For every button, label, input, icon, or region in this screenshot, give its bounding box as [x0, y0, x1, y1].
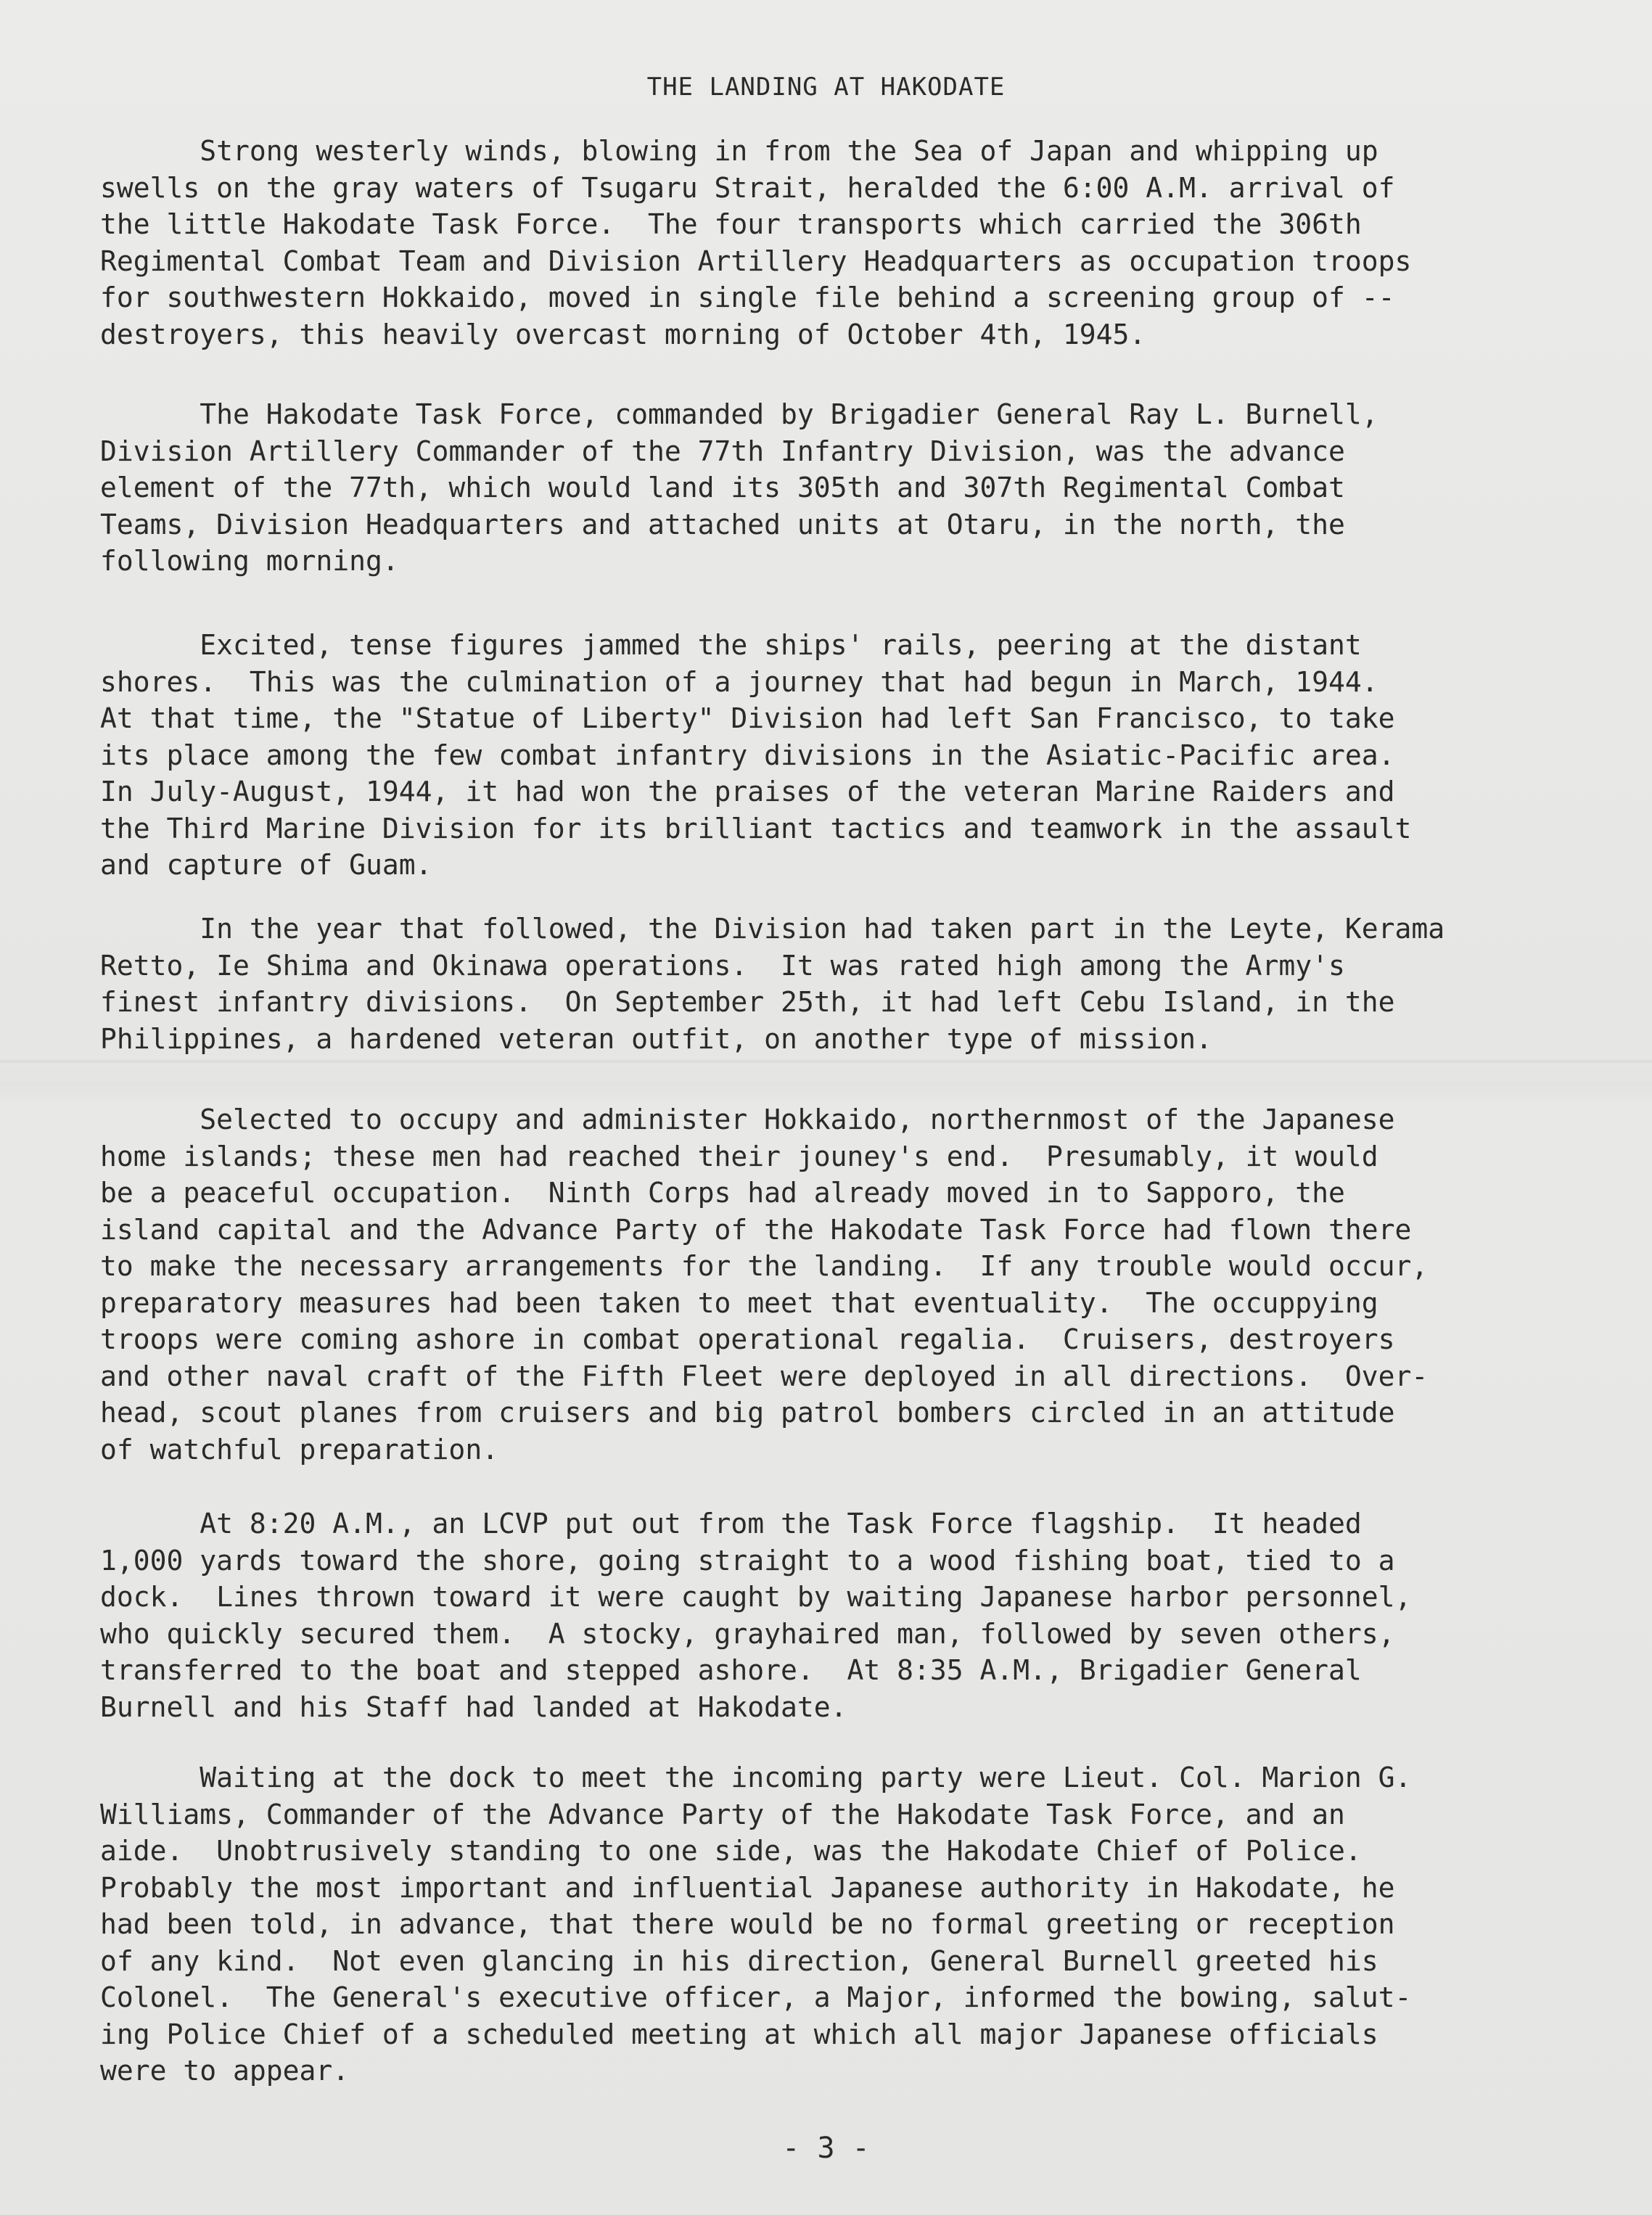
- text-line: and other naval craft of the Fifth Fleet were deployed in all directions. Over-: [100, 1360, 1429, 1392]
- text-line: to make the necessary arrangements for the landing. If any trouble would occur,: [100, 1250, 1429, 1282]
- text-line: its place among the few combat infantry divisions in the Asiatic-Pacific area.: [100, 739, 1395, 771]
- text-line: Regimental Combat Team and Division Artillery Headquarters as occupation troops: [100, 244, 1412, 277]
- text-line: of watchful preparation.: [100, 1433, 499, 1466]
- text-line: of any kind. Not even glancing in his direction, General Burnell greeted his: [100, 1944, 1378, 1977]
- text-line: In July-August, 1944, it had won the praises of the veteran Marine Raiders and: [100, 776, 1395, 807]
- paragraph-year-followed: [100, 911, 1566, 1057]
- text-line: the Third Marine Division for its brilliant tactics and teamwork in the assault: [100, 812, 1412, 845]
- text-line: Teams, Division Headquarters and attached units at Otaru, in the north, the: [100, 508, 1345, 541]
- text-line: who quickly secured them. A stocky, grayhaired man, followed by seven others,: [100, 1617, 1395, 1650]
- text-line: shores. This was the culmination of a journey that had begun in March, 1944.: [100, 665, 1378, 698]
- text-line: destroyers, this heavily overcast morning of October 4th, 1945.: [100, 318, 1146, 350]
- text-line: Selected to occupy and administer Hokkaido, northernmost of the Japanese: [100, 1104, 1395, 1135]
- text-line: aide. Unobtrusively standing to one side, was the Hakodate Chief of Police.: [100, 1835, 1362, 1867]
- text-line: Probably the most important and influential Japanese authority in Hakodate, he: [100, 1871, 1395, 1904]
- text-line: Williams, Commander of the Advance Party of the Hakodate Task Force, and an: [100, 1798, 1345, 1830]
- paragraph-waiting-dock: [100, 1759, 1566, 2089]
- text-line: finest infantry divisions. On September 25th, it had left Cebu Island, in the: [100, 986, 1395, 1018]
- text-line: head, scout planes from cruisers and big patrol bombers circled in an attitude: [100, 1397, 1395, 1429]
- paragraph-lcvp-landing: [100, 1505, 1566, 1725]
- text-line: troops were coming ashore in combat operational regalia. Cruisers, destroyers: [100, 1323, 1395, 1355]
- text-line: The Hakodate Task Force, commanded by Brigadier General Ray L. Burnell,: [100, 398, 1378, 430]
- text-line: the little Hakodate Task Force. The four transports which carried the 306th: [100, 208, 1362, 240]
- text-line: element of the 77th, which would land its 305th and 307th Regimental Combat: [100, 472, 1345, 504]
- page-number: - 3 -: [782, 2132, 870, 2165]
- text-line: Retto, Ie Shima and Okinawa operations. It was rated high among the Army's: [100, 949, 1345, 982]
- text-line: had been told, in advance, that there would be no formal greeting or reception: [100, 1908, 1395, 1940]
- text-line: 1,000 yards toward the shore, going straight to a wood fishing boat, tied to a: [100, 1544, 1395, 1577]
- paragraph-excited-figures: [100, 627, 1566, 884]
- text-line: were to appear.: [100, 2055, 350, 2087]
- text-line: for southwestern Hokkaido, moved in single file behind a screening group of --: [100, 282, 1395, 313]
- text-line: At that time, the "Statue of Liberty" Division had left San Francisco, to take: [100, 702, 1395, 734]
- text-line: and capture of Guam.: [100, 849, 432, 881]
- text-line: home islands; these men had reached their jouney's end. Presumably, it would: [100, 1140, 1378, 1172]
- text-line: Division Artillery Commander of the 77th Infantry Division, was the advance: [100, 435, 1345, 467]
- text-line: ing Police Chief of a scheduled meeting at which all major Japanese officials: [100, 2018, 1378, 2050]
- text-line: be a peaceful occupation. Ninth Corps had already moved in to Sapporo, the: [100, 1177, 1345, 1209]
- paragraph-selected-occupy: [100, 1101, 1566, 1468]
- document-title: THE LANDING AT HAKODATE: [646, 73, 1006, 102]
- text-line: preparatory measures had been taken to meet that eventuality. The occuppying: [100, 1286, 1378, 1319]
- text-line: Philippines, a hardened veteran outfit, on another type of mission.: [100, 1022, 1212, 1055]
- text-line: Waiting at the dock to meet the incoming party were Lieut. Col. Marion G.: [100, 1762, 1412, 1793]
- text-line: Burnell and his Staff had landed at Hakodate.: [100, 1690, 847, 1723]
- text-line: Strong westerly winds, blowing in from the Sea of Japan and whipping up: [100, 135, 1378, 167]
- paragraph-westerly-winds: [100, 133, 1566, 353]
- paper-fold-crease: [0, 1059, 1652, 1064]
- paragraph-task-force: [100, 396, 1566, 580]
- text-line: swells on the gray waters of Tsugaru Strait, heralded the 6:00 A.M. arrival of: [100, 171, 1395, 204]
- text-line: island capital and the Advance Party of the Hakodate Task Force had flown there: [100, 1213, 1412, 1246]
- text-line: In the year that followed, the Division had taken part in the Leyte, Kerama: [100, 913, 1445, 945]
- text-line: following morning.: [100, 545, 399, 577]
- text-line: transferred to the boat and stepped ashore. At 8:35 A.M., Brigadier General: [100, 1654, 1362, 1686]
- text-line: Excited, tense figures jammed the ships' rails, peering at the distant: [100, 629, 1362, 661]
- text-line: At 8:20 A.M., an LCVP put out from the Task Force flagship. It headed: [100, 1508, 1362, 1540]
- text-line: Colonel. The General's executive officer, a Major, informed the bowing, salut-: [100, 1981, 1412, 2013]
- text-line: dock. Lines thrown toward it were caught by waiting Japanese harbor personnel,: [100, 1581, 1412, 1613]
